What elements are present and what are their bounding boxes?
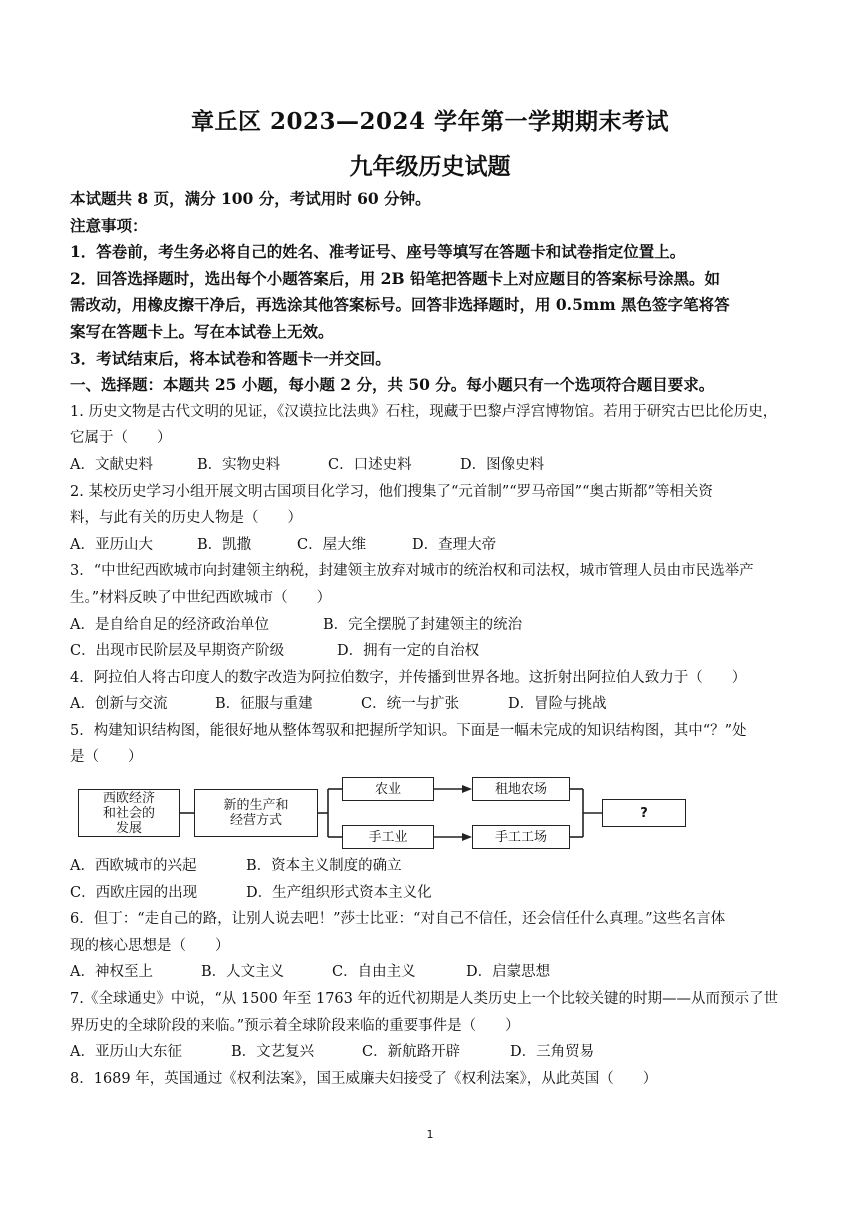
diagram-box-unknown: ? <box>602 799 686 827</box>
diagram-box-agriculture: 农业 <box>342 777 434 801</box>
page-number: 1 <box>426 1128 434 1141</box>
option-c: C．口述史料 <box>328 456 412 473</box>
option-d: D．查理大帝 <box>412 536 497 553</box>
option-row <box>70 853 798 880</box>
option-a: A．神权至上 <box>70 964 153 981</box>
option-d: D．冒险与挑战 <box>508 696 607 713</box>
question-8 <box>70 1066 798 1093</box>
question-3 <box>70 558 798 664</box>
notice-item-3: 3．考试结束后，将本试卷和答题卡一并交回。 <box>70 348 391 368</box>
option-b: B．人文主义 <box>201 964 285 981</box>
question-6 <box>70 906 798 986</box>
question-stem: 5．构建知识结构图，能很好地从整体驾驭和把握所学知识。下面是一幅未完成的知识结构图，其中“？”处 <box>70 722 747 739</box>
question-1 <box>70 399 798 479</box>
option-b: B．凯撒 <box>197 536 252 553</box>
option-row <box>70 452 798 479</box>
diagram-box-rented-farm: 租地农场 <box>472 777 570 801</box>
option-b: B．文艺复兴 <box>231 1044 315 1061</box>
question-stem: 现的核心思想是（ ） <box>70 937 230 954</box>
option-c: C．自由主义 <box>332 964 416 981</box>
question-2 <box>70 479 798 559</box>
diagram-box-workshop: 手工工场 <box>472 825 570 849</box>
option-c: C．西欧庄园的出现 <box>70 884 198 901</box>
option-d: D．图像史料 <box>460 456 545 473</box>
option-b: B．征服与重建 <box>215 696 313 713</box>
option-a: A．西欧城市的兴起 <box>70 858 197 875</box>
option-b: B．资本主义制度的确立 <box>246 858 402 875</box>
option-b: B．完全摆脱了封建领主的统治 <box>323 616 523 633</box>
question-stem: 6．但丁：“走自己的路，让别人说去吧！”莎士比亚：“对自己不信任，还会信任什么真理。”这些名言体 <box>70 911 726 928</box>
exam-content <box>70 186 798 1092</box>
notice-item-2-line3: 案写在答题卡上。写在本试卷上无效。 <box>70 321 334 341</box>
notice-item-2-line2: 需改动，用橡皮擦干净后，再选涂其他答案标号。回答非选择题时，用 0.5mm 黑色签字笔将答 <box>70 295 730 315</box>
option-d: D．拥有一定的自治权 <box>337 643 480 660</box>
option-row <box>70 959 798 986</box>
option-c: C．出现市民阶层及早期资产阶级 <box>70 643 285 660</box>
option-c: C．屋大维 <box>297 536 367 553</box>
option-a: A．创新与交流 <box>70 696 168 713</box>
section-heading: 一、选择题：本题共 25 小题，每小题 2 分，共 50 分。每小题只有一个选项符合题目要求。 <box>70 375 715 395</box>
option-b: B．实物史料 <box>197 456 281 473</box>
option-a: A．亚历山大 <box>70 536 153 553</box>
option-c: C．统一与扩张 <box>361 696 460 713</box>
question-stem: 3．“中世纪西欧城市向封建领主纳税，封建领主放弃对城市的统治权和司法权，城市管理人员由市民选举产 <box>70 563 754 580</box>
option-row <box>70 612 798 639</box>
option-a: A．亚历山大东征 <box>70 1044 182 1061</box>
option-a: A．是自给自足的经济政治单位 <box>70 616 269 633</box>
option-c: C．新航路开辟 <box>362 1044 461 1061</box>
exam-title: 章丘区 2023—2024 学年第一学期期末考试 <box>190 108 670 135</box>
option-row <box>70 638 798 665</box>
option-d: D．三角贸易 <box>510 1044 595 1061</box>
diagram-box-development: 西欧经济 和社会的 发展 <box>78 789 180 837</box>
option-row <box>70 691 798 718</box>
diagram-box-handicraft: 手工业 <box>342 825 434 849</box>
option-a: A．文献史料 <box>70 456 153 473</box>
question-stem: 4．阿拉伯人将古印度人的数字改造为阿拉伯数字，并传播到世界各地。这折射出阿拉伯人致力于（ ） <box>70 669 747 686</box>
question-stem: 界历史的全球阶段的来临。”预示着全球阶段来临的重要事件是（ ） <box>70 1017 520 1034</box>
option-row <box>70 532 798 559</box>
question-stem: 2. 某校历史学习小组开展文明古国项目化学习，他们搜集了“元首制”“罗马帝国”“奥古斯都”等相关资 <box>70 483 713 500</box>
notice-heading: 注意事项： <box>70 215 148 235</box>
question-stem: 7.《全球通史》中说，“从 1500 年至 1763 年的近代初期是人类历史上一个比较关键的时期——从而预示了世 <box>70 991 778 1008</box>
exam-subtitle: 九年级历史试题 <box>349 153 511 180</box>
knowledge-structure-diagram <box>70 775 798 851</box>
notice-item-2-line1: 2．回答选择题时，选出每个小题答案后，用 2B 铅笔把答题卡上对应题目的答案标号涂黑。如 <box>70 268 720 288</box>
exam-info: 本试题共 8 页，满分 100 分，考试用时 60 分钟。 <box>70 189 431 208</box>
question-stem: 是（ ） <box>70 749 143 766</box>
option-row <box>70 880 798 907</box>
question-stem: 它属于（ ） <box>70 430 172 447</box>
option-d: D．生产组织形式资本主义化 <box>246 884 432 901</box>
question-4 <box>70 665 798 718</box>
question-stem: 1. 历史文物是古代文明的见证，《汉谟拉比法典》石柱，现藏于巴黎卢浮宫博物馆。若用于研究古巴比伦历史， <box>70 403 778 420</box>
option-row <box>70 1039 798 1066</box>
question-stem: 料，与此有关的历史人物是（ ） <box>70 510 302 527</box>
option-d: D．启蒙思想 <box>466 964 551 981</box>
question-stem: 8．1689 年，英国通过《权利法案》，国王威廉夫妇接受了《权利法案》，从此英国（ ） <box>70 1070 658 1087</box>
question-stem: 生。”材料反映了中世纪西欧城市（ ） <box>70 589 332 606</box>
diagram-box-new-mode: 新的生产和 经营方式 <box>194 789 318 837</box>
notice-item-1: 1．答卷前，考生务必将自己的姓名、准考证号、座号等填写在答题卡和试卷指定位置上。 <box>70 242 686 262</box>
question-5 <box>70 718 798 906</box>
question-7 <box>70 986 798 1066</box>
